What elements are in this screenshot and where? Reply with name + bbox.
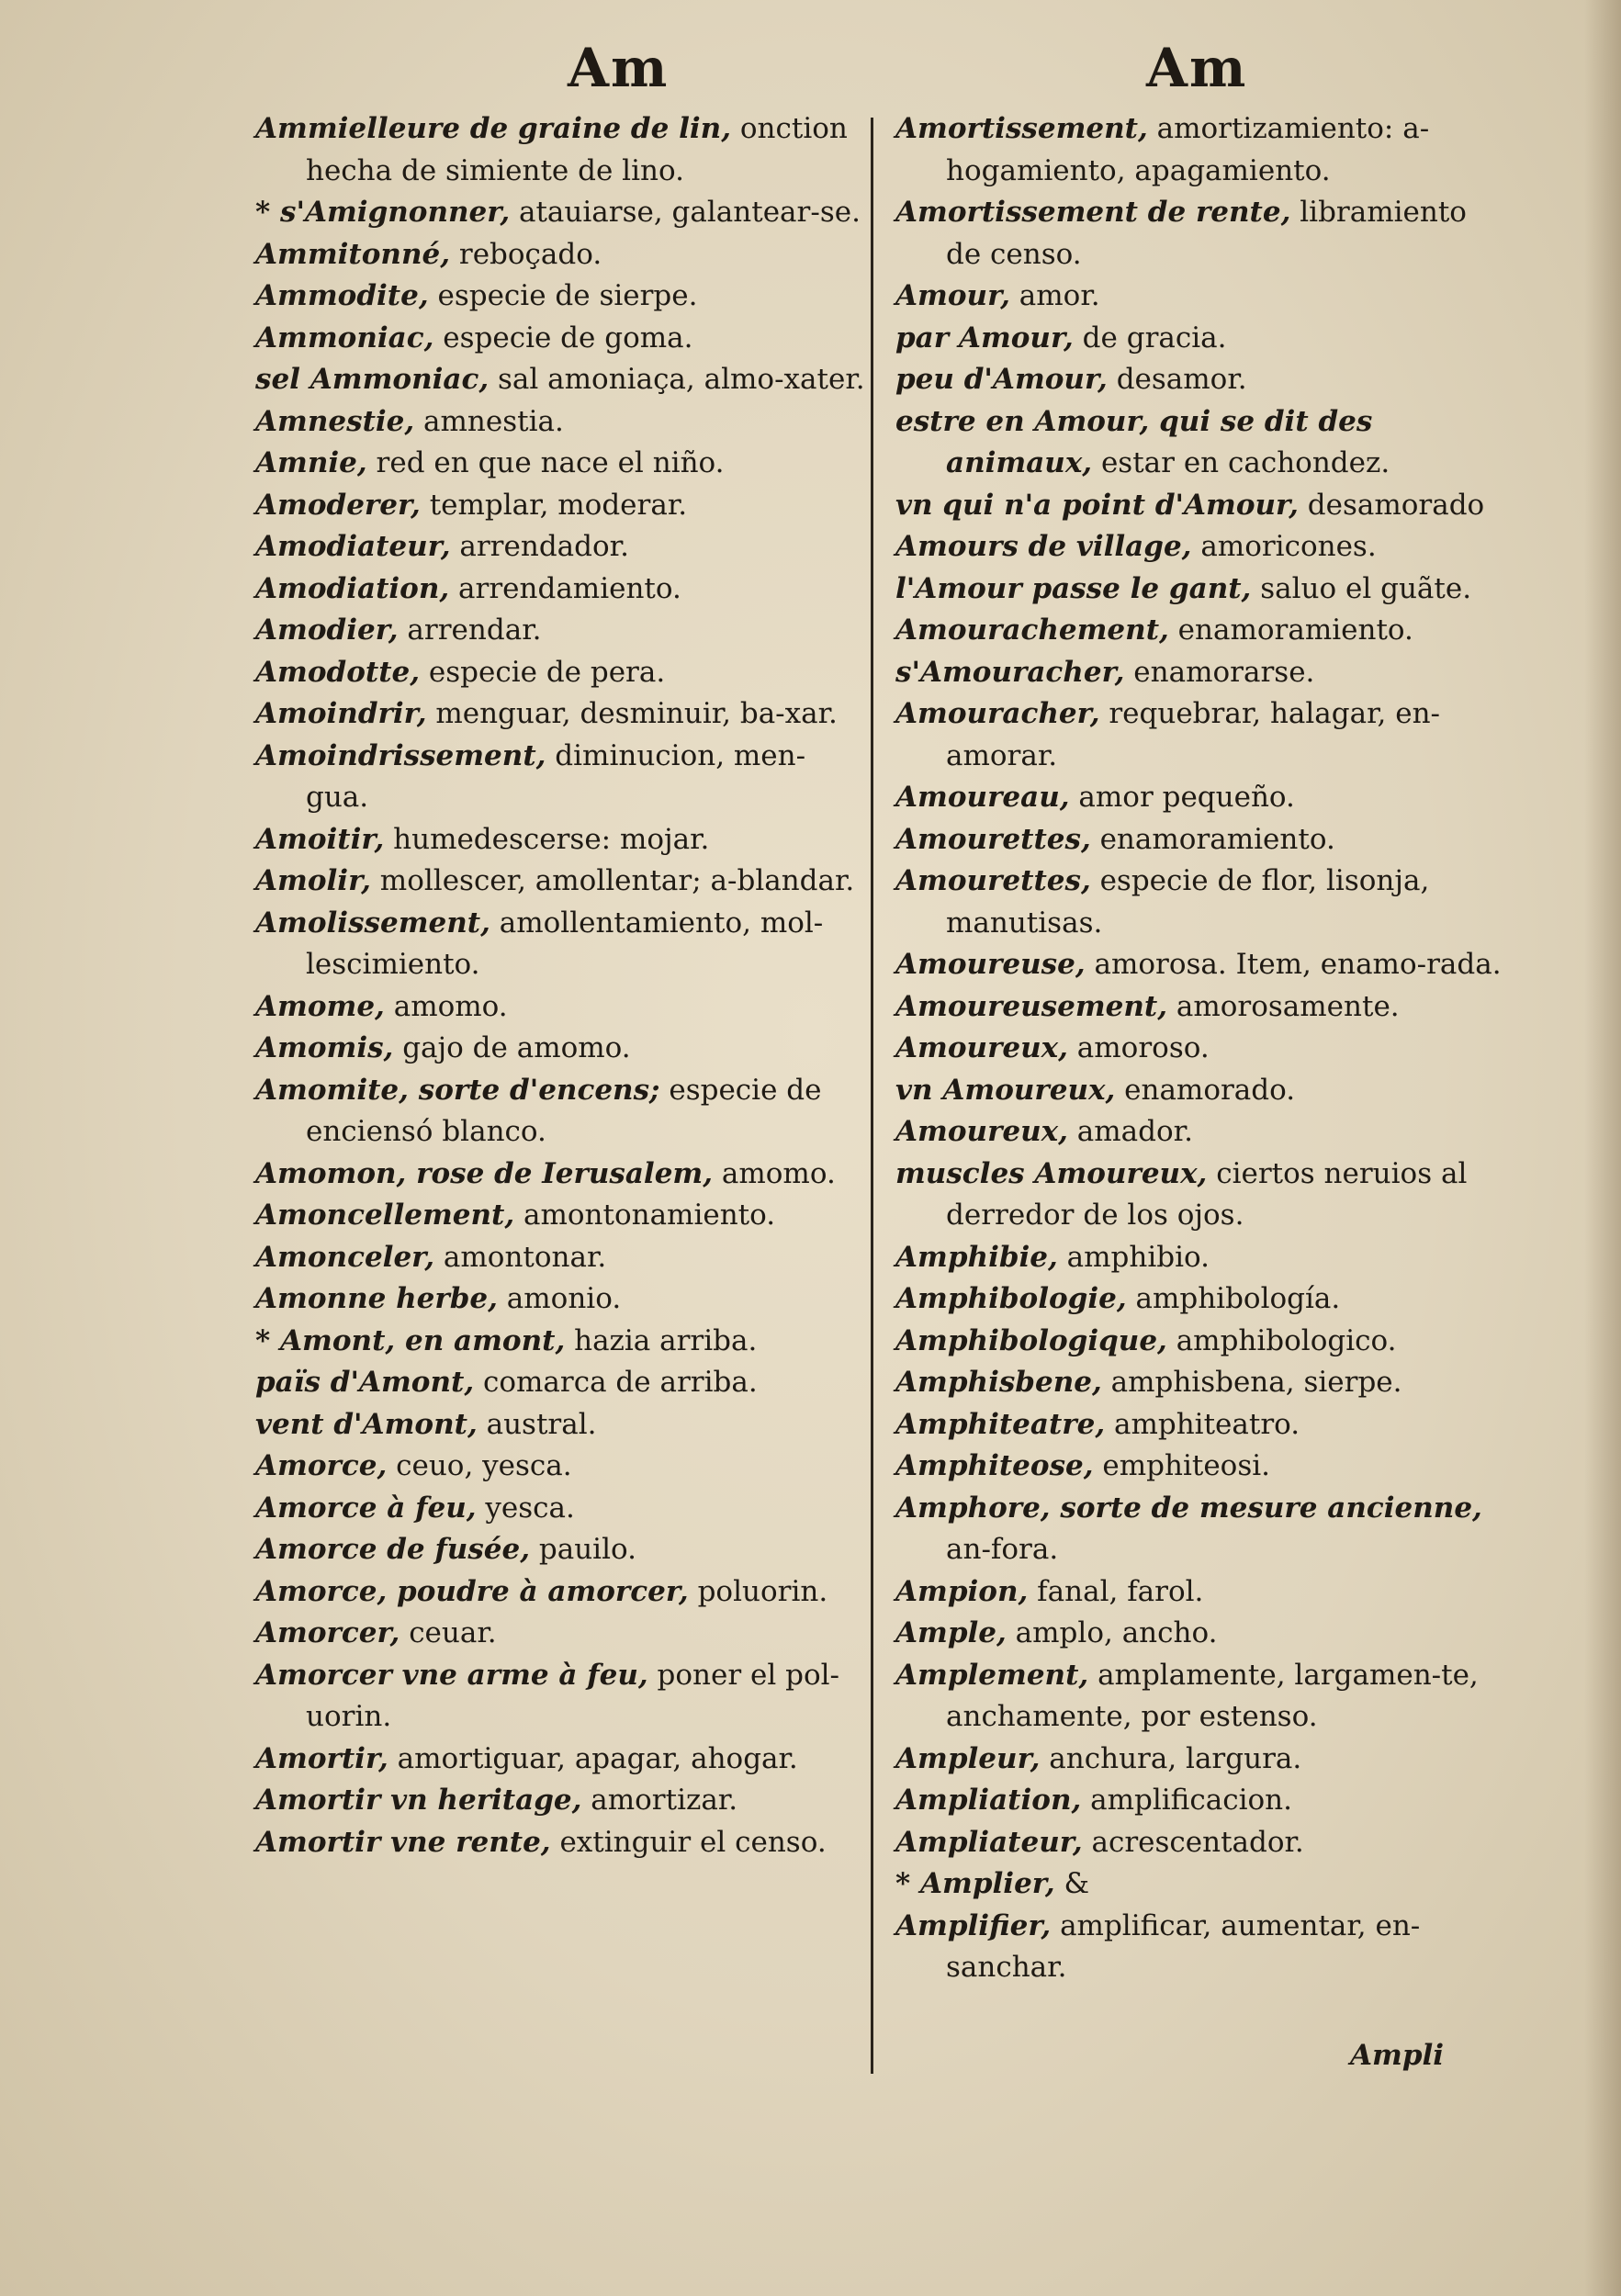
dictionary-entry	[255, 276, 866, 318]
entry-definition: estar en cachondez.	[1092, 446, 1390, 479]
dictionary-entry	[255, 443, 866, 485]
dictionary-entry	[895, 1780, 1506, 1822]
dictionary-entry	[895, 819, 1506, 861]
entry-definition: arrendador.	[450, 530, 629, 563]
dictionary-entry	[255, 693, 866, 736]
dictionary-entry	[895, 401, 1506, 485]
entry-definition: amplificacion.	[1081, 1784, 1292, 1817]
entry-headword: Amorce à feu,	[255, 1491, 477, 1525]
entry-definition: sal amoniaça, almo-xater.	[489, 363, 865, 396]
dictionary-entry	[895, 1154, 1506, 1237]
entry-headword: Amphore, sorte de mesure ancienne,	[895, 1491, 1482, 1525]
column-divider	[871, 118, 873, 2074]
entry-headword: Ampion,	[895, 1574, 1029, 1608]
entry-headword: par Amour,	[895, 321, 1074, 355]
entry-headword: Amome,	[255, 989, 385, 1023]
entry-headword: Amoitir,	[255, 822, 385, 856]
entry-definition: amorosamente.	[1167, 989, 1400, 1023]
entry-headword: Amphibologique,	[895, 1323, 1167, 1357]
entry-headword: * s'Amignonner,	[255, 196, 511, 229]
entry-headword: Amomite, sorte d'encens;	[255, 1073, 660, 1107]
entry-definition: enamoramiento.	[1090, 822, 1335, 856]
entry-headword: Amouracher,	[895, 697, 1100, 730]
page-header-left: Am	[568, 37, 670, 99]
entry-definition: amortizar.	[581, 1784, 738, 1817]
entry-definition: amortizamiento: a-hogamiento, apagamiento.	[946, 112, 1430, 187]
entry-definition: amoricones.	[1191, 530, 1377, 563]
dictionary-entry	[895, 318, 1506, 360]
entry-definition: amphiteatro.	[1105, 1407, 1300, 1441]
entry-headword: * Amont, en amont,	[255, 1323, 566, 1357]
entry-headword: peu d'Amour,	[895, 363, 1108, 396]
dictionary-entry	[895, 1111, 1506, 1154]
entry-headword: Amortir,	[255, 1741, 388, 1775]
entry-definition: amontonar.	[434, 1240, 607, 1274]
entry-headword: * Amplier,	[895, 1867, 1055, 1900]
entry-definition: amphisbena, sierpe.	[1101, 1366, 1402, 1399]
entry-definition: amplamente, largamen-te, anchamente, por estenso.	[946, 1658, 1479, 1733]
entry-headword: Amorce, poudre à amorcer,	[255, 1574, 689, 1608]
entry-definition: emphiteosi.	[1093, 1449, 1271, 1482]
dictionary-entry	[255, 736, 866, 819]
dictionary-entry	[895, 1822, 1506, 1864]
entry-headword: s'Amouracher,	[895, 655, 1125, 689]
dictionary-entry	[895, 861, 1506, 944]
entry-definition: atauiarse, galantear-se.	[510, 196, 861, 229]
dictionary-entry	[895, 986, 1506, 1029]
entry-headword: Amoncellement,	[255, 1199, 515, 1232]
dictionary-entry	[255, 318, 866, 360]
dictionary-entry	[255, 192, 866, 234]
dictionary-entry	[895, 526, 1506, 568]
entry-headword: Amortir vne rente,	[255, 1825, 551, 1859]
entry-definition: extinguir el censo.	[550, 1825, 827, 1859]
entry-headword: Amplement,	[895, 1658, 1089, 1692]
right-column	[895, 108, 1506, 1989]
entry-headword: Amphisbene,	[895, 1366, 1102, 1399]
entry-headword: Amodiateur,	[255, 530, 451, 563]
dictionary-entry	[255, 1446, 866, 1488]
entry-definition: enamoramiento.	[1168, 613, 1413, 647]
dictionary-entry	[895, 1278, 1506, 1321]
entry-headword: Amoureux,	[895, 1115, 1068, 1148]
entry-headword: estre en Amour, qui se dit des animaux,	[895, 404, 1373, 479]
entry-headword: Ampliation,	[895, 1784, 1082, 1817]
entry-definition: diminucion, men-gua.	[306, 738, 806, 814]
entry-definition: hazia arriba.	[565, 1323, 758, 1357]
entry-definition: amontonamiento.	[514, 1199, 776, 1232]
entry-definition: austral.	[477, 1407, 597, 1441]
entry-definition: amphibología.	[1126, 1282, 1341, 1315]
entry-definition: ceuo, yesca.	[387, 1449, 572, 1482]
dictionary-entry	[895, 359, 1506, 401]
entry-headword: Amonne herbe,	[255, 1282, 498, 1315]
dictionary-entry	[895, 652, 1506, 694]
entry-definition: amonio.	[497, 1282, 622, 1315]
entry-headword: Amourettes,	[895, 822, 1091, 856]
entry-definition: especie de enciensó blanco.	[306, 1073, 822, 1148]
entry-headword: Ample,	[895, 1616, 1007, 1649]
entry-definition: amortiguar, apagar, ahogar.	[388, 1741, 798, 1775]
entry-definition: yesca.	[476, 1491, 575, 1525]
entry-headword: Amoureux,	[895, 1031, 1068, 1064]
entry-definition: gajo de amomo.	[393, 1031, 631, 1064]
entry-headword: Amortissement,	[895, 112, 1148, 145]
entry-headword: Ammielleure de graine de lin,	[255, 112, 732, 145]
dictionary-entry	[255, 903, 866, 986]
catchword: Ampli	[1350, 2039, 1445, 2072]
entry-definition: libramiento de censo.	[946, 196, 1467, 271]
entry-headword: Amour,	[895, 279, 1010, 312]
dictionary-entry	[255, 1195, 866, 1237]
entry-definition: pauilo.	[530, 1533, 636, 1566]
entry-definition: amphibologico.	[1166, 1323, 1397, 1357]
entry-headword: Amoureau,	[895, 781, 1070, 814]
entry-headword: Amolissement,	[255, 906, 490, 940]
entry-headword: Amphibologie,	[895, 1282, 1127, 1315]
entry-definition: enamorado.	[1115, 1073, 1296, 1107]
dictionary-entry	[255, 610, 866, 652]
dictionary-entry	[895, 1863, 1506, 1906]
dictionary-entry	[255, 1362, 866, 1404]
dictionary-entry	[895, 1362, 1506, 1404]
dictionary-entry	[895, 777, 1506, 819]
entry-definition: poner el pol-uorin.	[306, 1658, 840, 1733]
entry-definition: fanal, farol.	[1028, 1574, 1204, 1608]
entry-definition: amoroso.	[1067, 1031, 1210, 1064]
entry-definition: desamor.	[1107, 363, 1247, 396]
dictionary-entry	[255, 1278, 866, 1321]
entry-definition: arrendamiento.	[449, 571, 681, 605]
entry-definition: anchura, largura.	[1040, 1741, 1302, 1775]
entry-headword: Ampleur,	[895, 1741, 1041, 1775]
entry-definition: mollescer, amollentar; a-blandar.	[370, 864, 855, 897]
dictionary-entry	[895, 1613, 1506, 1655]
entry-headword: Amomis,	[255, 1031, 394, 1064]
dictionary-entry	[895, 1488, 1506, 1571]
entry-definition: requebrar, halagar, en-amorar.	[946, 697, 1441, 772]
entry-definition: amnestia.	[414, 404, 564, 438]
entry-headword: Amorce de fusée,	[255, 1533, 531, 1566]
entry-definition: poluorin.	[688, 1574, 828, 1608]
entry-headword: vent d'Amont,	[255, 1407, 478, 1441]
entry-definition: an-fora.	[946, 1533, 1059, 1566]
dictionary-entry	[255, 234, 866, 276]
dictionary-entry	[255, 1488, 866, 1530]
entry-definition: desamorado	[1298, 488, 1485, 522]
dictionary-entry	[895, 1028, 1506, 1070]
entry-headword: Amoindrir,	[255, 697, 427, 730]
entry-headword: Amphiteatre,	[895, 1407, 1106, 1441]
dictionary-entry	[895, 610, 1506, 652]
entry-definition: amplo, ancho.	[1006, 1616, 1218, 1649]
entry-definition: saluo el guãte.	[1251, 571, 1472, 605]
dictionary-entry	[255, 485, 866, 527]
dictionary-entry	[895, 1321, 1506, 1363]
entry-definition: menguar, desminuir, ba-xar.	[426, 697, 838, 730]
entry-definition: enamorarse.	[1124, 655, 1315, 689]
entry-headword: l'Amour passe le gant,	[895, 571, 1252, 605]
entry-headword: Amodotte,	[255, 655, 421, 689]
dictionary-entry	[895, 192, 1506, 276]
entry-headword: Amnestie,	[255, 404, 415, 438]
entry-headword: Amomon, rose de Ierusalem,	[255, 1156, 714, 1190]
dictionary-entry	[895, 485, 1506, 527]
dictionary-entry	[895, 944, 1506, 986]
entry-headword: vn qui n'a point d'Amour,	[895, 488, 1299, 522]
dictionary-entry	[255, 1321, 866, 1363]
dictionary-entry	[895, 276, 1506, 318]
dictionary-entry	[255, 1613, 866, 1655]
dictionary-entry	[895, 1739, 1506, 1781]
dictionary-entry	[895, 568, 1506, 611]
dictionary-entry	[255, 861, 866, 903]
dictionary-entry	[255, 1822, 866, 1864]
entry-definition: especie de flor, lisonja, manutisas.	[946, 864, 1430, 940]
entry-definition: amomo.	[384, 989, 508, 1023]
entry-definition: amor pequeño.	[1069, 781, 1295, 814]
entry-headword: Amours de village,	[895, 530, 1192, 563]
entry-headword: Amorce,	[255, 1449, 388, 1482]
dictionary-entry	[895, 1655, 1506, 1739]
left-column	[255, 108, 866, 1863]
entry-definition: ceuar.	[400, 1616, 497, 1649]
entry-headword: Ammodite,	[255, 279, 429, 312]
dictionary-entry	[255, 1655, 866, 1739]
dictionary-entry	[255, 1571, 866, 1614]
dictionary-entry	[255, 1739, 866, 1781]
entry-definition: amomo.	[713, 1156, 836, 1190]
dictionary-entry	[895, 1571, 1506, 1614]
entry-headword: Amphibie,	[895, 1240, 1058, 1274]
dictionary-entry	[255, 652, 866, 694]
entry-headword: sel Ammoniac,	[255, 363, 490, 396]
entry-headword: Amnie,	[255, 446, 367, 479]
entry-definition: arrendar.	[398, 613, 542, 647]
entry-headword: Amonceler,	[255, 1240, 435, 1274]
dictionary-entry	[255, 819, 866, 861]
entry-headword: vn Amoureux,	[895, 1073, 1116, 1107]
dictionary-entry	[255, 1154, 866, 1196]
dictionary-entry	[255, 526, 866, 568]
entry-definition: acrescentador.	[1082, 1825, 1304, 1859]
entry-definition: especie de pera.	[420, 655, 666, 689]
entry-definition: especie de sierpe.	[428, 279, 698, 312]
page-edge-shadow	[1584, 0, 1621, 2296]
page-header-right: Am	[1146, 37, 1248, 99]
dictionary-entry	[255, 1780, 866, 1822]
dictionary-entry	[895, 1446, 1506, 1488]
dictionary-entry	[255, 1529, 866, 1571]
entry-headword: Amoureuse,	[895, 948, 1086, 981]
entry-definition: red en que nace el niño.	[366, 446, 725, 479]
entry-definition: onction hecha de simiente de lino.	[306, 112, 848, 187]
entry-definition: &	[1054, 1867, 1090, 1900]
entry-definition: reboçado.	[450, 237, 602, 271]
dictionary-entry	[895, 693, 1506, 777]
entry-headword: Amplifier,	[895, 1908, 1052, 1942]
entry-headword: païs d'Amont,	[255, 1366, 475, 1399]
dictionary-entry	[895, 1404, 1506, 1446]
entry-headword: Amodier,	[255, 613, 399, 647]
entry-headword: Ammoniac,	[255, 321, 434, 355]
entry-headword: Amoindrissement,	[255, 738, 546, 772]
entry-definition: humedescerse: mojar.	[384, 822, 710, 856]
entry-headword: Amourettes,	[895, 864, 1091, 897]
dictionary-entry	[255, 986, 866, 1029]
dictionary-entry	[255, 1070, 866, 1154]
entry-headword: muscles Amoureux,	[895, 1156, 1208, 1190]
entry-headword: Amortissement de rente,	[895, 196, 1291, 229]
entry-definition: de gracia.	[1073, 321, 1227, 355]
entry-definition: amor.	[1009, 279, 1100, 312]
entry-definition: amplificar, aumentar, en-sanchar.	[946, 1908, 1421, 1984]
entry-definition: amollentamiento, mol-lescimiento.	[306, 906, 824, 981]
entry-headword: Amorcer vne arme à feu,	[255, 1658, 648, 1692]
entry-headword: Amodiation,	[255, 571, 450, 605]
dictionary-entry	[895, 1070, 1506, 1112]
dictionary-entry	[255, 1237, 866, 1279]
dictionary-entry	[895, 108, 1506, 192]
entry-definition: especie de goma.	[433, 321, 693, 355]
entry-headword: Amorcer,	[255, 1616, 400, 1649]
entry-definition: amador.	[1067, 1115, 1193, 1148]
entry-headword: Amourachement,	[895, 613, 1169, 647]
dictionary-entry	[255, 108, 866, 192]
entry-definition: templar, moderar.	[420, 488, 688, 522]
entry-headword: Amphiteose,	[895, 1449, 1094, 1482]
entry-headword: Ammitonné,	[255, 237, 451, 271]
dictionary-entry	[895, 1237, 1506, 1279]
dictionary-entry	[895, 1906, 1506, 1989]
dictionary-entry	[255, 1404, 866, 1446]
entry-definition: amphibio.	[1057, 1240, 1210, 1274]
dictionary-entry	[255, 1028, 866, 1070]
dictionary-entry	[255, 401, 866, 444]
entry-headword: Amolir,	[255, 864, 371, 897]
entry-headword: Amortir vn heritage,	[255, 1784, 582, 1817]
entry-headword: Amoderer,	[255, 488, 421, 522]
entry-definition: ciertos neruios al derredor de los ojos.	[946, 1156, 1468, 1232]
dictionary-entry	[255, 568, 866, 611]
entry-definition: amorosa. Item, enamo-rada.	[1085, 948, 1502, 981]
entry-headword: Amoureusement,	[895, 989, 1168, 1023]
entry-definition: comarca de arriba.	[474, 1366, 758, 1399]
dictionary-entry	[255, 359, 866, 401]
entry-headword: Ampliateur,	[895, 1825, 1083, 1859]
